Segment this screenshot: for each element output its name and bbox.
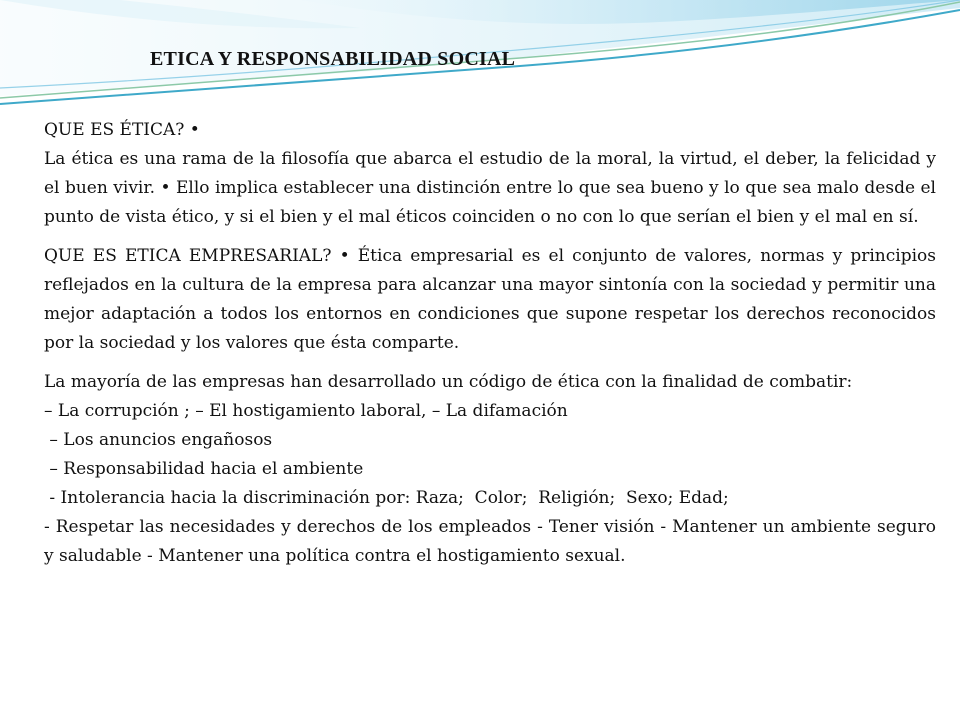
list-item-final: - Respetar las necesidades y derechos de los empleados - Tener visión - Mantener un ambiente seguro y saludable - Mantener una política contra el hostigamiento sexual. xyxy=(44,517,936,566)
section-etica-heading: QUE ES ÉTICA? • xyxy=(44,120,200,140)
slide-title: ETICA Y RESPONSABILIDAD SOCIAL xyxy=(150,48,516,70)
list-item: – Responsabilidad hacia el ambiente xyxy=(44,459,364,479)
section-etica-body: La ética es una rama de la filosofía que abarca el estudio de la moral, la virtud, el deber, la felicidad y el buen vivir. • Ello implica establecer una distinción entre lo que sea bueno y lo que sea malo desde el punto de vista ético, y si el bien y el mal éticos coinciden o no con lo que serían el bien y el mal en sí. xyxy=(44,149,936,227)
slide-body xyxy=(44,116,936,571)
list-item: – Los anuncios engañosos xyxy=(44,430,273,450)
list-item: – La corrupción ; – El hostigamiento laboral, – La difamación xyxy=(44,401,568,421)
section-codigo-intro: La mayoría de las empresas han desarrollado un código de ética con la finalidad de combatir: xyxy=(44,372,853,392)
section-etica-empresarial: QUE ES ETICA EMPRESARIAL? • Ética empresarial es el conjunto de valores, normas y principios reflejados en la cultura de la empresa para alcanzar una mayor sintonía con la sociedad y permitir una mejor adaptación a todos los entornos en condiciones que supone respetar los derechos reconocidos por la sociedad y los valores que ésta comparte. xyxy=(44,246,936,353)
list-item: - Intolerancia hacia la discriminación por: Raza; Color; Religión; Sexo; Edad; xyxy=(44,488,729,508)
